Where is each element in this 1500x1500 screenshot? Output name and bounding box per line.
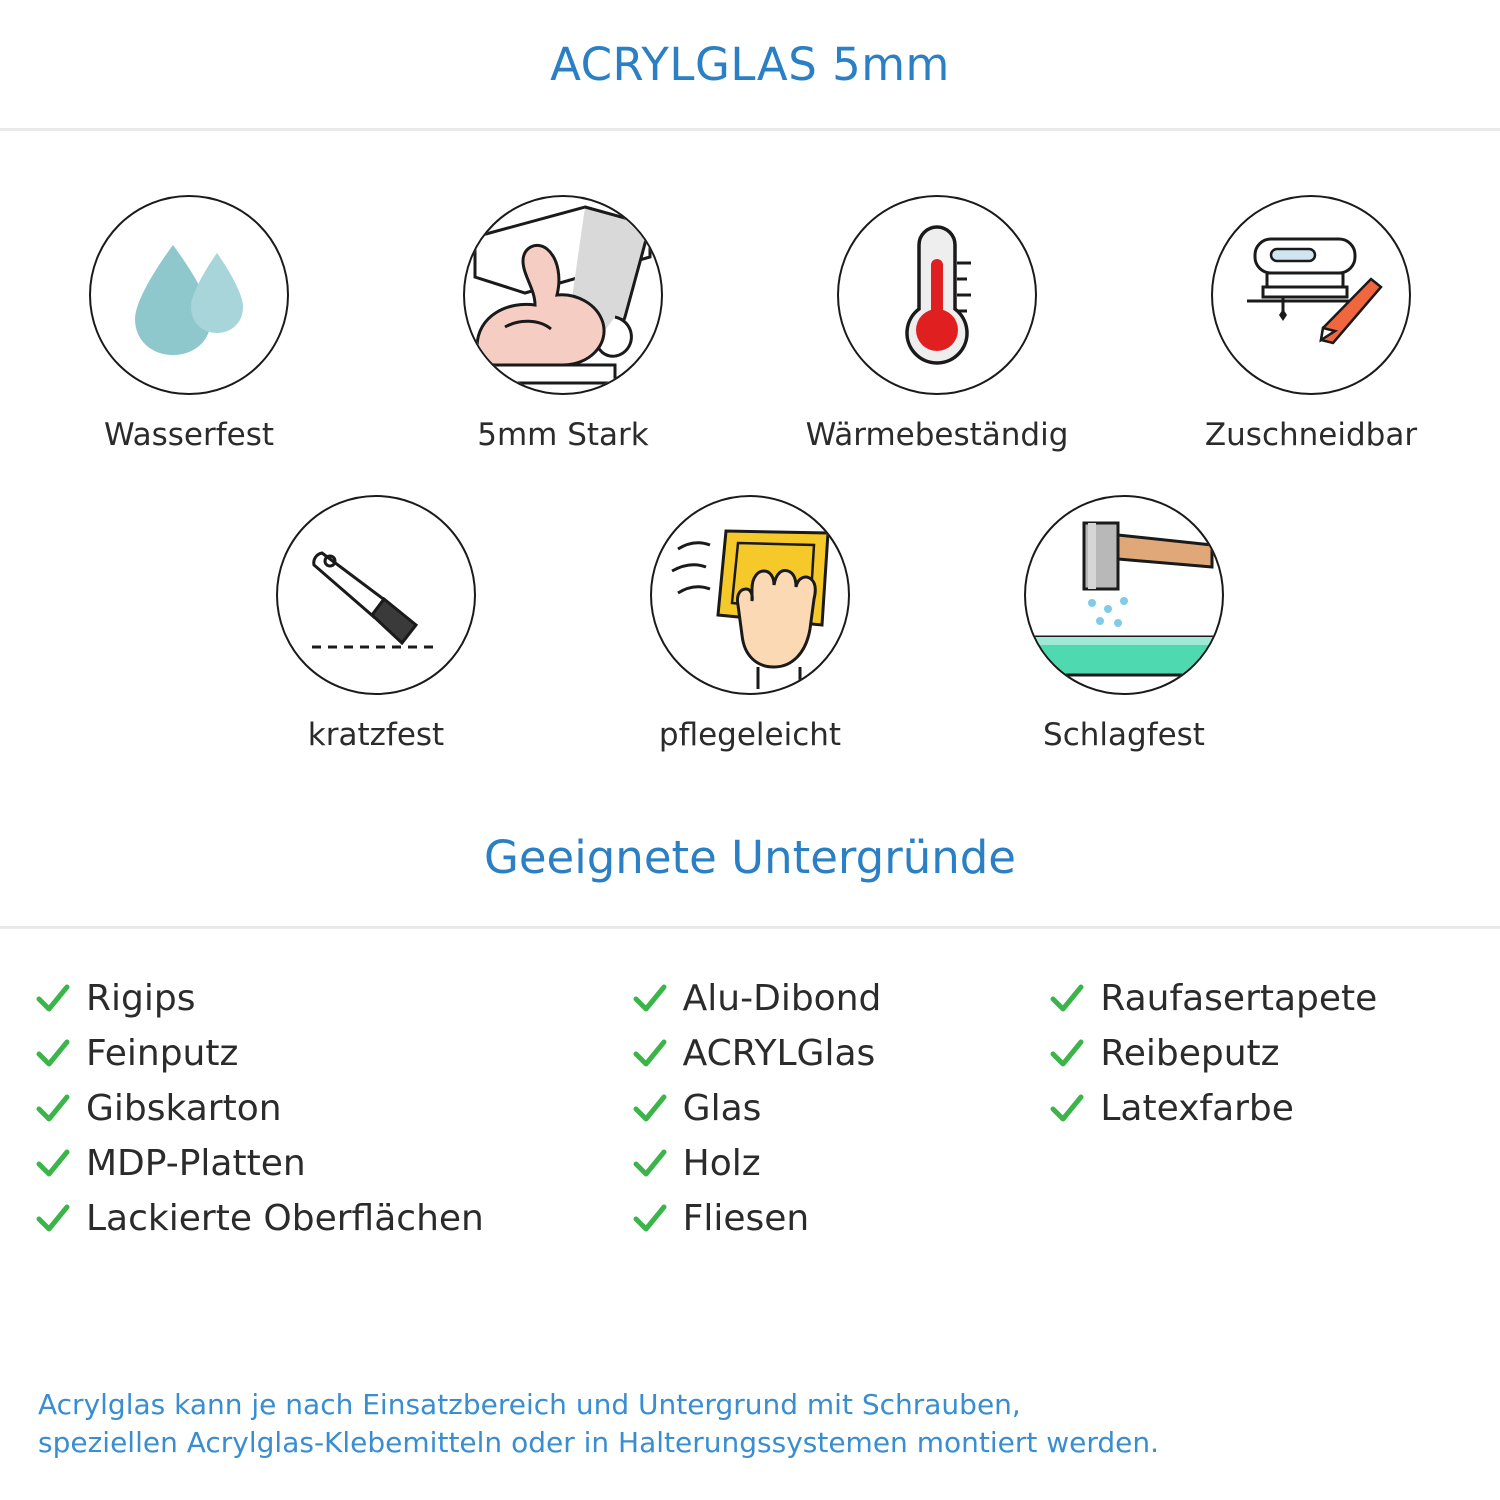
list-item-label: Rigips [86, 978, 196, 1019]
list-item [631, 1026, 1049, 1081]
list-item-label: Feinputz [86, 1033, 239, 1074]
list-item [34, 1081, 631, 1136]
list-item-label: Glas [682, 1088, 762, 1129]
list-item [631, 1081, 1049, 1136]
list-item-label: ACRYLGlas [682, 1033, 876, 1074]
footnote-line-2: speziellen Acrylglas-Klebemitteln oder in Halterungssystemen montiert werden. [38, 1426, 1160, 1460]
list-item-label: Lackierte Oberflächen [86, 1198, 484, 1239]
feature-grid [0, 131, 1500, 753]
list-item [631, 1191, 1049, 1246]
feature-icon-circle [1211, 195, 1411, 395]
substrate-column-2 [631, 971, 1049, 1246]
check-icon [1048, 1035, 1086, 1073]
check-icon [631, 1090, 669, 1128]
list-item [631, 971, 1049, 1026]
list-item [34, 971, 631, 1026]
feature-icon-circle [89, 195, 289, 395]
feature-zuschneidbar [1167, 195, 1455, 453]
list-item-label: Gibskarton [86, 1088, 282, 1129]
check-icon [34, 1145, 72, 1183]
check-icon [631, 980, 669, 1018]
feature-icon-circle [1024, 495, 1224, 695]
list-item [1048, 971, 1466, 1026]
feature-label: Wärmebeständig [805, 417, 1069, 453]
feature-row-1 [0, 195, 1500, 453]
knife-scratch-icon [278, 497, 473, 692]
check-icon [1048, 1090, 1086, 1128]
list-item-label: Holz [682, 1143, 761, 1184]
feature-row-2 [0, 495, 1500, 753]
list-item-label: Fliesen [682, 1198, 810, 1239]
check-icon [631, 1035, 669, 1073]
feature-label: Zuschneidbar [1204, 417, 1418, 453]
feature-kratzfest [232, 495, 520, 753]
substrates-list [0, 929, 1500, 1246]
list-item-label: MDP-Platten [86, 1143, 306, 1184]
footnote [38, 1386, 1462, 1462]
feature-label: Schlagfest [1043, 717, 1205, 753]
feature-schlagfest [980, 495, 1268, 753]
substrate-column-3 [1048, 971, 1466, 1246]
feature-5mm-stark [419, 195, 707, 453]
list-item-label: Reibeputz [1100, 1033, 1280, 1074]
check-icon [34, 1200, 72, 1238]
header [0, 0, 1500, 128]
feature-icon-circle [650, 495, 850, 695]
feature-waermebestaendig [793, 195, 1081, 453]
page-title: ACRYLGLAS 5mm [550, 37, 950, 91]
water-drops-icon [91, 197, 286, 392]
strong-arm-icon [465, 197, 660, 392]
list-item [34, 1191, 631, 1246]
check-icon [1048, 980, 1086, 1018]
section-title: Geeignete Untergründe [483, 831, 1016, 884]
list-item-label: Raufasertapete [1100, 978, 1378, 1019]
feature-label: kratzfest [307, 717, 445, 753]
section-header [0, 831, 1500, 884]
list-item [1048, 1026, 1466, 1081]
thermometer-icon [839, 197, 1034, 392]
cleaning-hand-icon [652, 497, 847, 692]
feature-wasserfest [45, 195, 333, 453]
feature-label: 5mm Stark [477, 417, 649, 453]
hammer-impact-icon [1026, 497, 1221, 692]
feature-icon-circle [276, 495, 476, 695]
list-item-label: Latexfarbe [1100, 1088, 1294, 1129]
list-item [631, 1136, 1049, 1191]
feature-icon-circle [837, 195, 1037, 395]
feature-label: pflegeleicht [658, 717, 842, 753]
check-icon [631, 1200, 669, 1238]
check-icon [631, 1145, 669, 1183]
list-item [1048, 1081, 1466, 1136]
feature-label: Wasserfest [103, 417, 275, 453]
substrate-column-1 [34, 971, 631, 1246]
check-icon [34, 980, 72, 1018]
jigsaw-cutter-icon [1213, 197, 1408, 392]
footnote-line-1: Acrylglas kann je nach Einsatzbereich und Untergrund mit Schrauben, [38, 1388, 1021, 1422]
check-icon [34, 1035, 72, 1073]
list-item [34, 1026, 631, 1081]
check-icon [34, 1090, 72, 1128]
feature-pflegeleicht [606, 495, 894, 753]
feature-icon-circle [463, 195, 663, 395]
list-item-label: Alu-Dibond [682, 978, 882, 1019]
list-item [34, 1136, 631, 1191]
